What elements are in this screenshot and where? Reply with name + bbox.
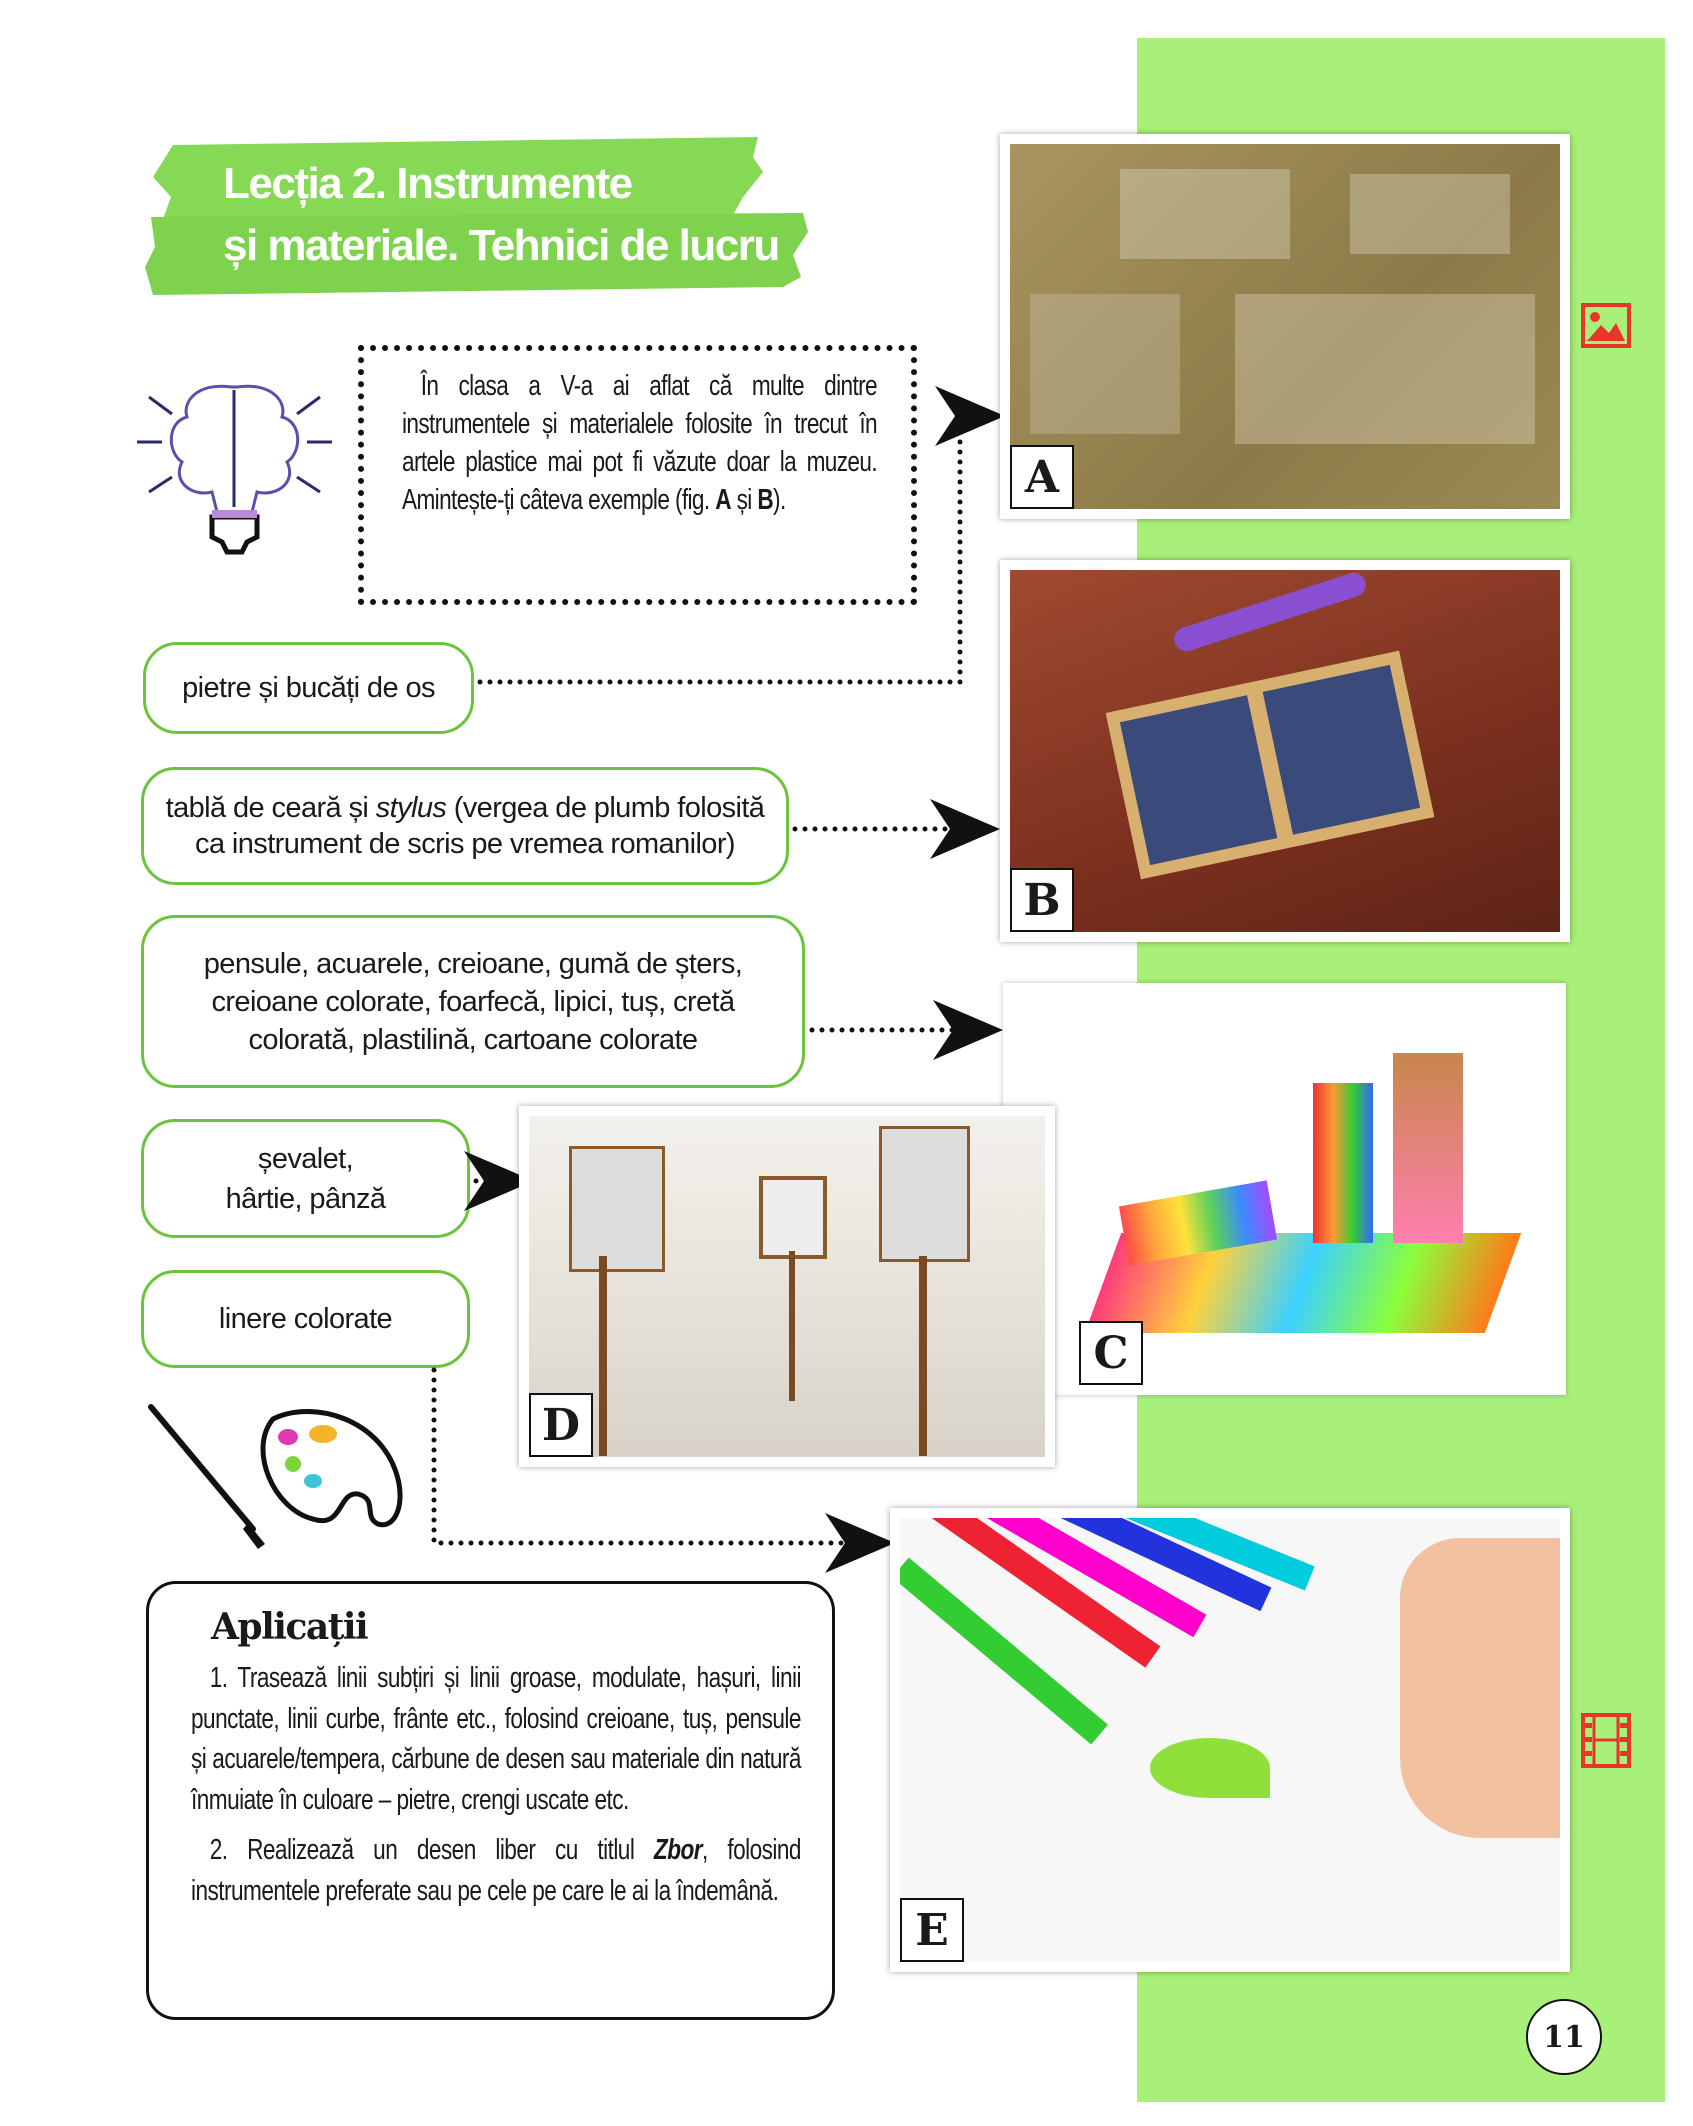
material-label: pensule, acuarele, creioane, gumă de șters, creioane colorate, foarfecă, lipici, tuș, cretă colorată, plastilină, cartoane colorate (203, 947, 743, 1056)
figure-label-c: C (1079, 1321, 1143, 1385)
easel-leg (789, 1251, 795, 1401)
application-item-1: 1. Trasează linii subțiri și linii groase, modulate, hașuri, linii punctate, linii curbe, frânte etc., folosind creioane, tuș, pensule și acuarele/tempera, cărbune de desen sau materiale din natură înmuiate în culoare – pietre, crengi uscate etc. (191, 1662, 801, 1816)
image-icon[interactable] (1581, 303, 1631, 348)
pencil-cup (1313, 1083, 1373, 1243)
page-number: 11 (1526, 1999, 1602, 2075)
figure-e-colored-liners-photo (890, 1508, 1570, 1972)
figure-b-wax-tablet-photo (1000, 560, 1570, 942)
figure-ref-a: A (715, 484, 731, 516)
material-label-line2: hârtie, pânză (225, 1182, 386, 1215)
material-text-after: (vergea de plumb folosită ca instrument de scris pe vremea romanilor) (195, 792, 765, 860)
applications-heading: Aplicații (211, 1606, 368, 1648)
bone-pieces (1235, 294, 1535, 444)
easel-canvas (879, 1126, 970, 1262)
easel-canvas (569, 1146, 665, 1272)
lesson-title-line2: și materiale. Tehnici de lucru (223, 221, 779, 270)
application-item-2 (191, 1830, 801, 1911)
applications-box (146, 1581, 835, 2020)
easel-canvas (759, 1176, 827, 1259)
figure-a-ancient-tools-photo (1000, 134, 1570, 519)
material-label: linere colorate (218, 1303, 393, 1335)
feather (1171, 570, 1369, 655)
figure-label-e: E (900, 1898, 964, 1962)
material-label-line1: șevalet, (257, 1142, 354, 1175)
arrow-to-a (480, 416, 995, 682)
lesson-title-line1: Lecția 2. Instrumente (223, 159, 632, 208)
application-text-after: , folosind instrumentele preferate sau pe cele pe care le ai la îndemână. (191, 1834, 801, 1907)
wax-tablet (1106, 651, 1435, 880)
intro-end: ). (773, 484, 786, 516)
film-icon[interactable] (1581, 1713, 1631, 1768)
figure-ref-b: B (757, 484, 774, 516)
hand (1400, 1538, 1560, 1838)
stone-blades (1030, 294, 1180, 434)
intro-and: și (730, 484, 758, 516)
figure-label-d: D (529, 1393, 593, 1457)
figure-label-b: B (1010, 868, 1074, 932)
bone-tools (1350, 174, 1510, 254)
brush-cup (1393, 1053, 1463, 1243)
material-label: pietre și bucăți de os (182, 672, 435, 704)
brush-palette-icon (143, 1399, 408, 1554)
stone-tools (1120, 169, 1290, 259)
application-text: 2. Realizează un desen liber cu titlul (209, 1834, 654, 1866)
material-italic: stylus (375, 792, 447, 824)
intro-text: În clasa a V-a ai aflat că multe dintre instrumentele și materialele folosite în trecut în artele plastice mai pot fi văzute doar la muzeu. Amintește-ți câteva exemple (fig. (402, 370, 878, 516)
easel-leg (599, 1256, 607, 1456)
figure-c-art-supplies-photo (1003, 983, 1566, 1395)
application-title-zbor: Zbor (653, 1834, 703, 1866)
figure-label-a: A (1010, 445, 1074, 509)
colored-leaf (1150, 1738, 1270, 1798)
figure-d-easel-studio-photo (519, 1106, 1055, 1467)
easel-leg (919, 1256, 927, 1456)
material-text: tablă de ceară și (165, 792, 376, 824)
liner (892, 1557, 1108, 1744)
